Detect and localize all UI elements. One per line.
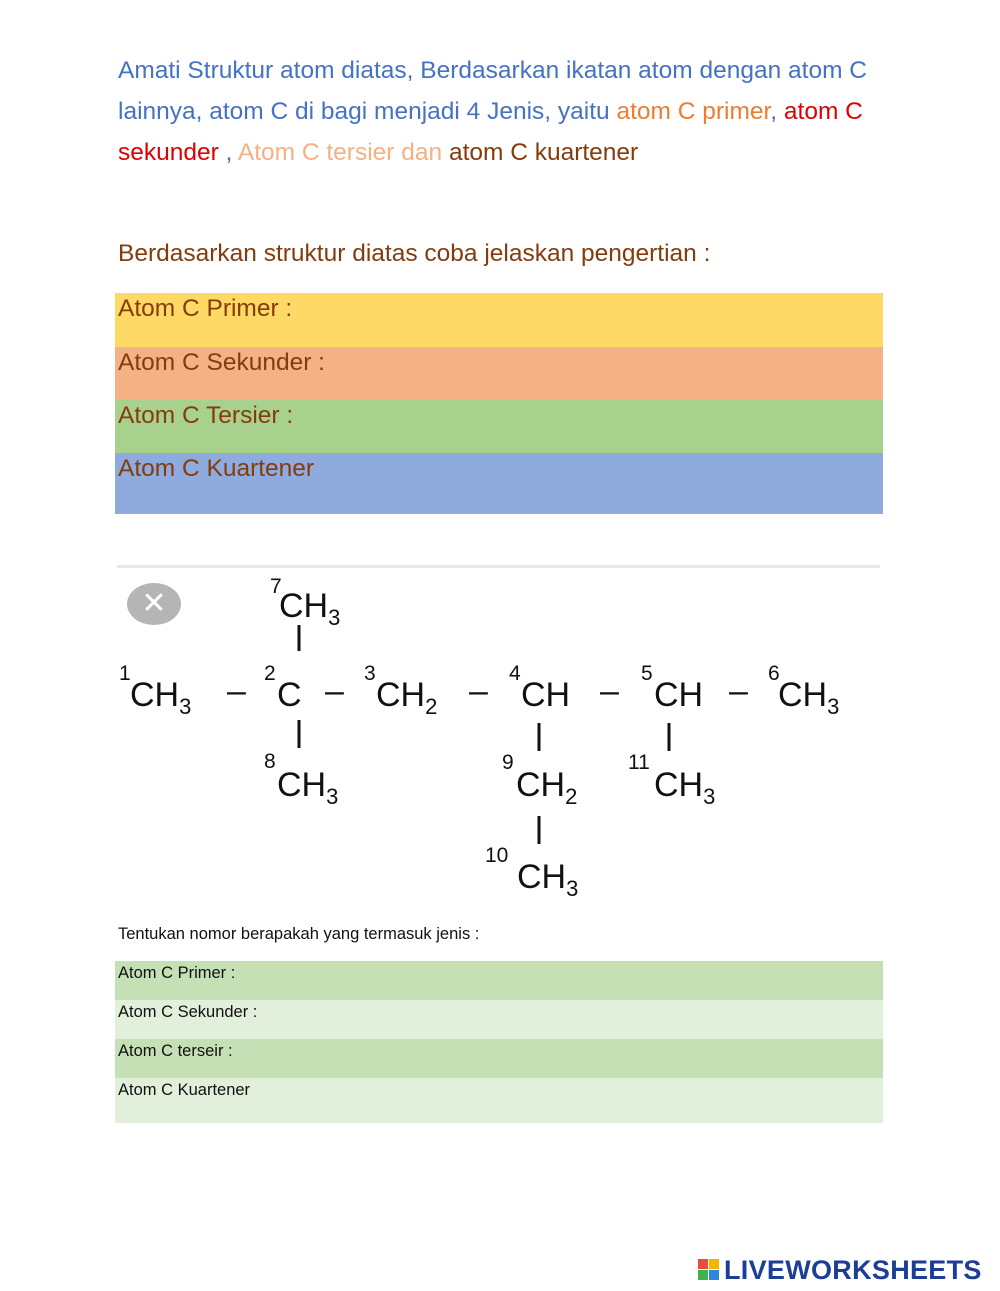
answer-primer-field[interactable]	[115, 961, 883, 1000]
carbon-1: $CH_3$	[130, 676, 192, 719]
bond-4-5: –	[600, 672, 619, 710]
definition-label: Atom C Tersier :	[118, 402, 294, 429]
answer-sekunder-field[interactable]	[115, 1000, 883, 1039]
bond-5-6: –	[729, 672, 748, 710]
structure-image	[117, 565, 880, 913]
liveworksheets-logo	[698, 1255, 994, 1287]
bond-2-3: –	[325, 672, 344, 710]
intro-paragraph	[118, 50, 888, 173]
definition-label: Atom C Kuartener	[118, 455, 315, 482]
definition-primer-field[interactable]	[115, 293, 883, 347]
carbon-number-3: 3	[364, 662, 376, 685]
answer-tersier-field[interactable]	[115, 1039, 883, 1078]
instruction-text: Tentukan nomor berapakah yang termasuk jenis :	[118, 925, 480, 943]
carbon-number-5: 5	[641, 662, 653, 685]
logo-blocks-icon	[698, 1259, 720, 1281]
carbon-number-1: 1	[119, 662, 131, 685]
close-button[interactable]	[127, 583, 181, 625]
definition-sekunder-field[interactable]	[115, 347, 883, 400]
answer-label: Atom C Sekunder :	[118, 1003, 258, 1021]
carbon-number-7: 7	[270, 575, 282, 598]
definition-tersier-field[interactable]	[115, 400, 883, 453]
intro-text: Amati Struktur atom diatas, Berdasarkan ikatan atom dengan atom C lainnya, atom C di bagi menjadi 4 Jenis, yaitu	[118, 57, 867, 125]
carbon-6: $CH_3$	[778, 676, 840, 719]
definition-kuartener-field[interactable]	[115, 453, 883, 514]
carbon-number-8: 8	[264, 750, 276, 773]
carbon-2: C	[277, 676, 302, 714]
logo-text: LIVEWORKSHEETS	[724, 1255, 982, 1285]
answer-label: Atom C Primer :	[118, 964, 236, 982]
definition-label: Atom C Primer :	[118, 295, 293, 322]
bond-1-2: –	[227, 672, 246, 710]
bond-3-4: –	[469, 672, 488, 710]
answer-kuartener-field[interactable]	[115, 1078, 883, 1123]
carbon-number-4: 4	[509, 662, 521, 685]
answer-label: Atom C terseir :	[118, 1042, 233, 1060]
carbon-9: $CH_2$	[516, 766, 578, 809]
intro-primer: atom C primer	[616, 98, 771, 125]
carbon-number-6: 6	[768, 662, 780, 685]
carbon-number-11: 11	[628, 751, 650, 774]
carbon-10: $CH_3$	[517, 858, 579, 901]
carbon-3: $CH_2$	[376, 676, 438, 719]
intro-space	[442, 139, 449, 166]
close-icon: ✕	[141, 586, 167, 621]
intro-sekunder: atom C sekunder	[118, 98, 863, 166]
intro-comma: ,	[218, 139, 238, 166]
carbon-4: CH	[521, 676, 571, 714]
intro-kuartener: atom C kuartener	[448, 139, 639, 166]
question-heading: Berdasarkan struktur diatas coba jelaskan pengertian :	[118, 240, 711, 267]
intro-comma: ,	[770, 98, 784, 125]
carbon-7: $CH_3$	[279, 587, 341, 630]
carbon-5: CH	[654, 676, 704, 714]
carbon-number-10: 10	[485, 844, 509, 867]
definition-label: Atom C Sekunder :	[118, 349, 325, 376]
carbon-8: $CH_3$	[277, 766, 339, 809]
carbon-11: $CH_3$	[654, 766, 716, 809]
carbon-number-2: 2	[264, 662, 276, 685]
intro-tersier: Atom C tersier dan	[237, 139, 443, 166]
answer-label: Atom C Kuartener	[118, 1081, 251, 1099]
carbon-number-9: 9	[502, 751, 514, 774]
structure-diagram	[117, 568, 880, 913]
